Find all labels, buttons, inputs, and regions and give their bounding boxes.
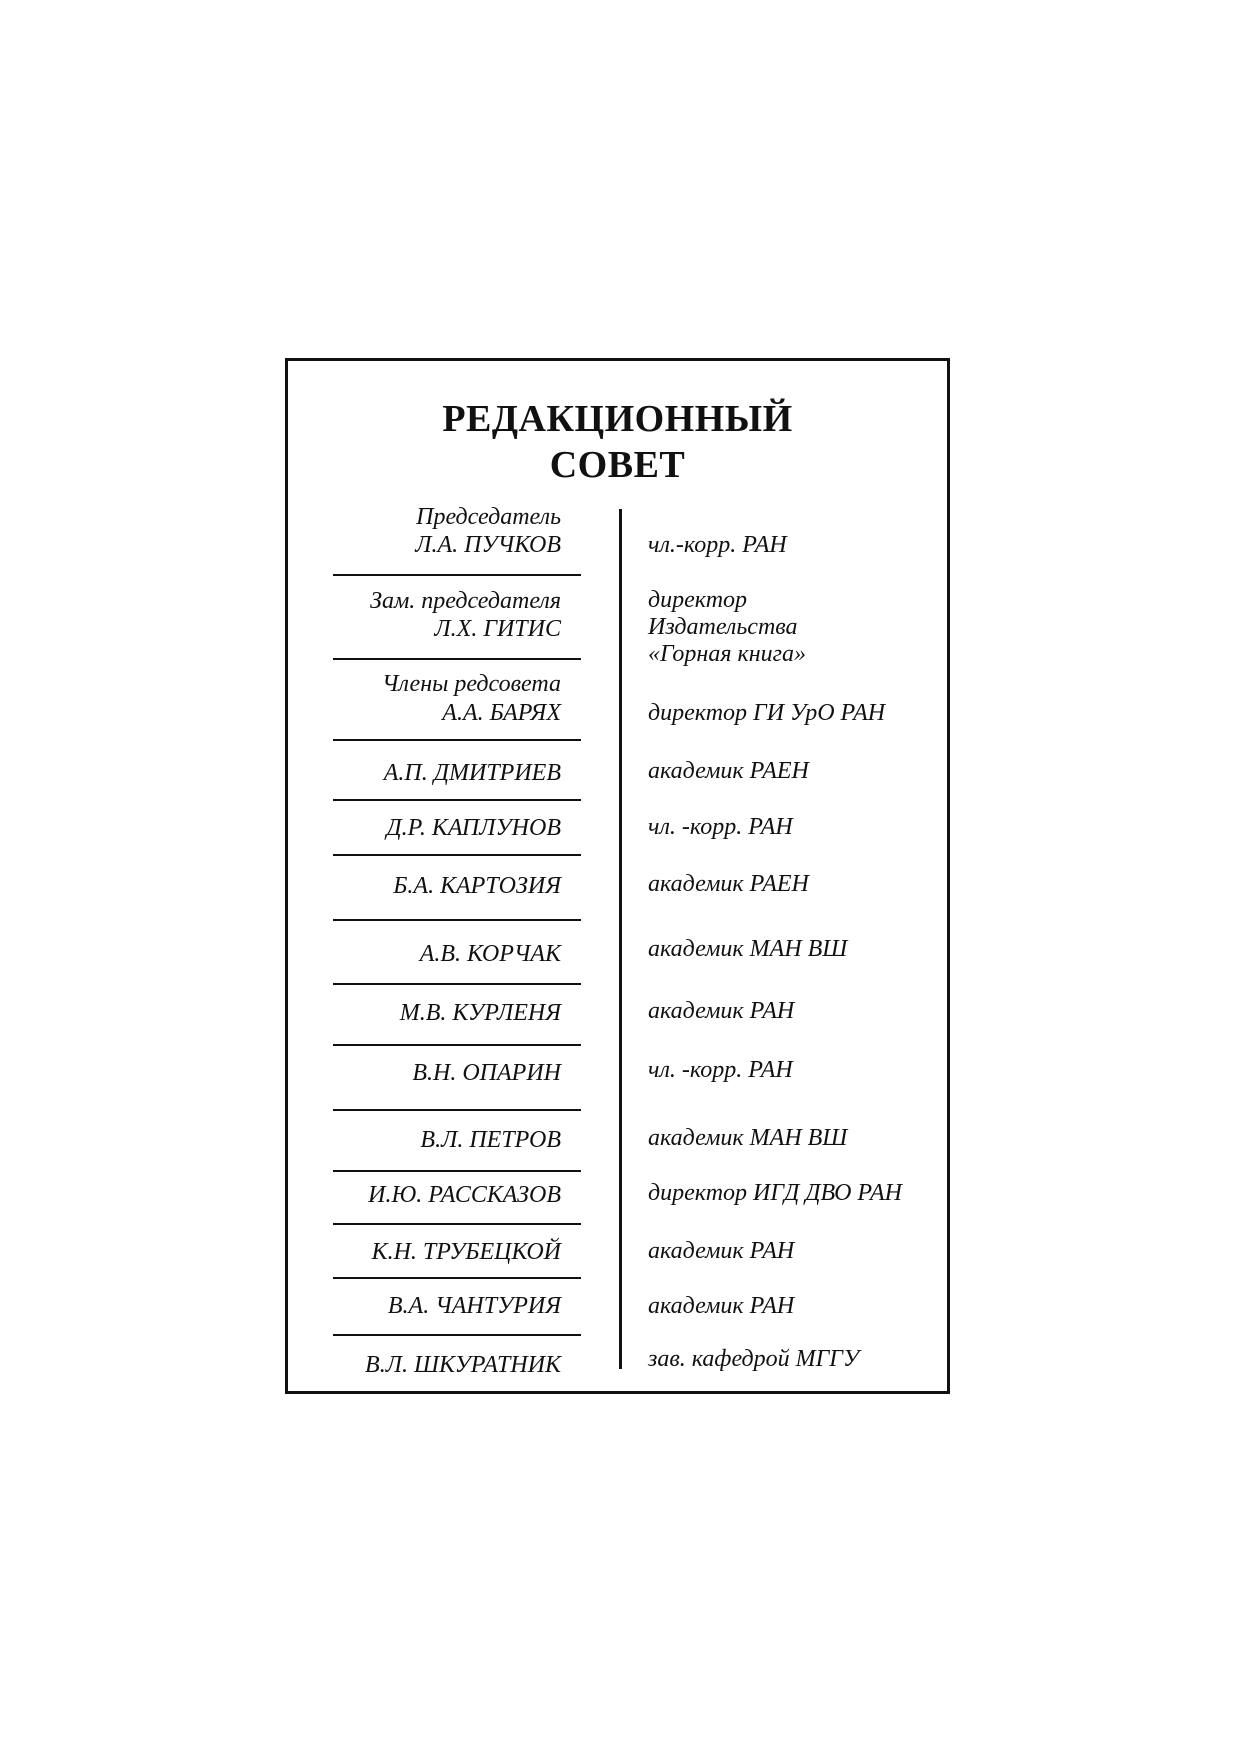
row-divider — [333, 983, 581, 985]
member-position: академик РАН — [648, 1293, 795, 1319]
row-divider — [333, 1170, 581, 1172]
member-position: академик РАЕН — [648, 871, 809, 897]
member-name: И.Ю. РАССКАЗОВ — [368, 1182, 561, 1208]
member-name: А.А. БАРЯХ — [442, 700, 561, 726]
column-divider — [619, 509, 622, 1369]
member-name: К.Н. ТРУБЕЦКОЙ — [371, 1239, 561, 1265]
deputy-role: Зам. председателя — [370, 588, 561, 614]
deputy-position-line1: директор — [648, 587, 748, 613]
member-position: академик РАЕН — [648, 758, 809, 784]
page-title-line1: РЕДАКЦИОННЫЙ — [442, 398, 793, 440]
members-label: Члены редсовета — [381, 671, 561, 697]
member-name: В.Н. ОПАРИН — [412, 1060, 561, 1086]
member-position: зав. кафедрой МГГУ — [648, 1346, 860, 1372]
member-position: чл. -корр. РАН — [648, 1057, 793, 1083]
row-divider — [333, 1109, 581, 1111]
member-name: Б.А. КАРТОЗИЯ — [393, 873, 561, 899]
chairman-name: Л.А. ПУЧКОВ — [415, 532, 561, 558]
editorial-board-frame — [285, 358, 950, 1394]
chairman-role: Председатель — [416, 504, 561, 530]
row-divider — [333, 1044, 581, 1046]
member-name: А.П. ДМИТРИЕВ — [383, 760, 561, 786]
member-position: директор ИГД ДВО РАН — [648, 1180, 902, 1206]
row-divider — [333, 574, 581, 576]
member-name: Д.Р. КАПЛУНОВ — [386, 815, 561, 841]
member-position: академик МАН ВШ — [648, 936, 848, 962]
member-position: директор ГИ УрО РАН — [648, 700, 886, 726]
member-position: академик МАН ВШ — [648, 1125, 848, 1151]
member-position: академик РАН — [648, 1238, 795, 1264]
row-divider — [333, 854, 581, 856]
member-name: М.В. КУРЛЕНЯ — [399, 1000, 561, 1026]
member-name: В.Л. ШКУРАТНИК — [365, 1352, 561, 1378]
member-name: В.Л. ПЕТРОВ — [420, 1127, 561, 1153]
deputy-position-line2: Издательства — [648, 614, 798, 640]
row-divider — [333, 919, 581, 921]
row-divider — [333, 1277, 581, 1279]
deputy-position-line3: «Горная книга» — [648, 641, 806, 667]
row-divider — [333, 799, 581, 801]
member-name: А.В. КОРЧАК — [419, 941, 561, 967]
deputy-name: Л.Х. ГИТИС — [434, 616, 561, 642]
page-title-line2: СОВЕТ — [549, 444, 686, 486]
member-position: академик РАН — [648, 998, 795, 1024]
row-divider — [333, 739, 581, 741]
row-divider — [333, 1334, 581, 1336]
chairman-position: чл.-корр. РАН — [648, 532, 787, 558]
member-position: чл. -корр. РАН — [648, 814, 793, 840]
member-name: В.А. ЧАНТУРИЯ — [387, 1293, 561, 1319]
row-divider — [333, 1223, 581, 1225]
row-divider — [333, 658, 581, 660]
